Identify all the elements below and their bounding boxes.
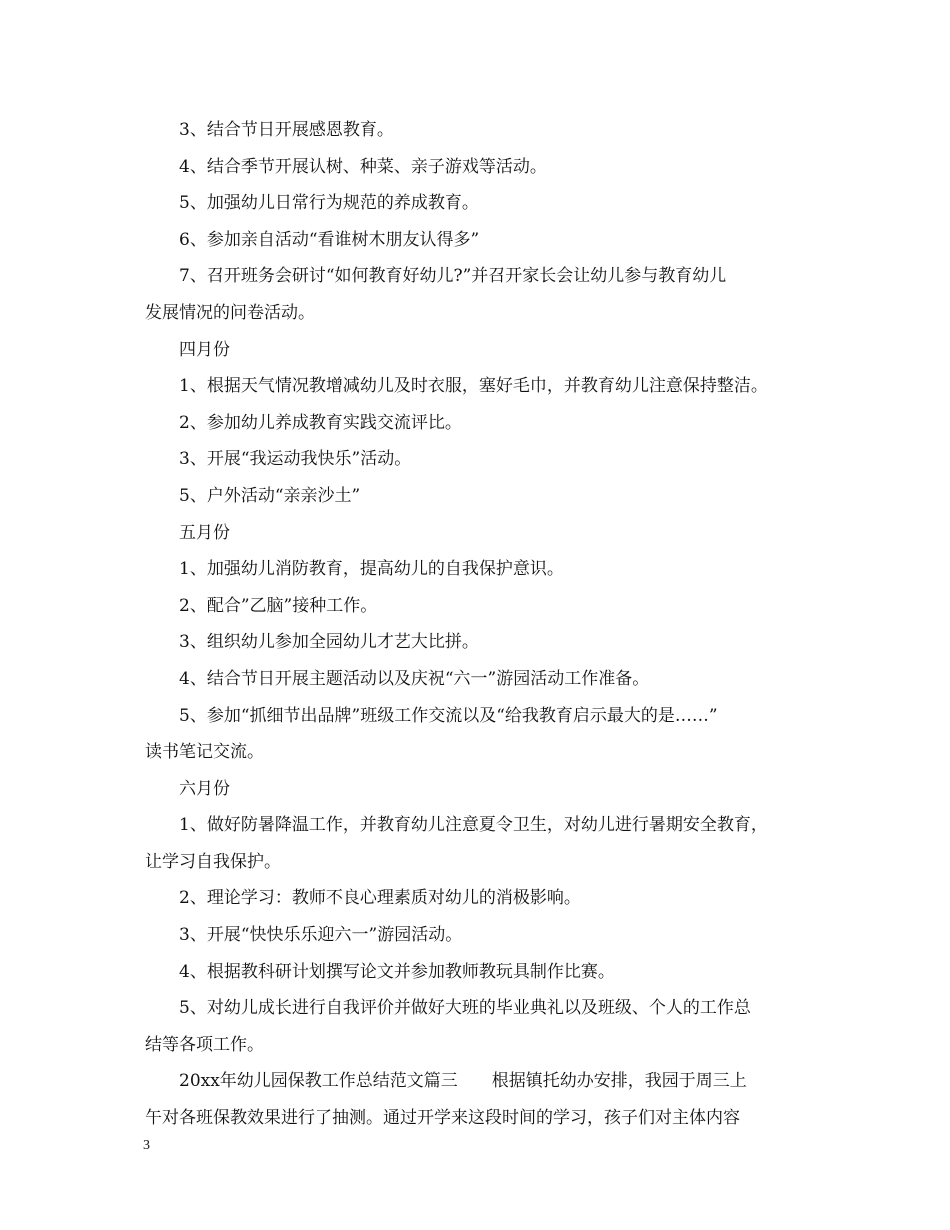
paragraph-line-continued: 发展情况的问卷活动。 (145, 302, 315, 323)
paragraph-line: 3、开展“快快乐乐迎六一”游园活动。 (179, 925, 463, 946)
paragraph-line: 3、结合节日开展感恩教育。 (179, 120, 394, 140)
section-heading-april: 四月份 (179, 339, 230, 360)
paragraph-line: 1、做好防暑降温工作，并教育幼儿注意夏令卫生，对幼儿进行暑期安全教育， (179, 815, 768, 836)
paragraph-line: 5、户外活动“亲亲沙土” (179, 485, 361, 506)
section-heading-june: 六月份 (179, 778, 230, 799)
paragraph-line: 2、理论学习：教师不良心理素质对幼儿的消极影响。 (179, 888, 581, 909)
section-heading-may: 五月份 (179, 522, 230, 543)
paragraph-line-continued: 结等各项工作。 (145, 1034, 264, 1055)
page-number: 3 (143, 1138, 150, 1153)
paragraph-line: 5、参加“抓细节出品牌”班级工作交流以及“给我教育启示最大的是……” (179, 705, 718, 726)
paragraph-line: 7、召开班务会研讨“如何教育好幼儿?”并召开家长会让幼儿参与教育幼儿 (179, 266, 727, 287)
paragraph-line: 4、结合季节开展认树、种菜、亲子游戏等活动。 (179, 156, 547, 177)
document-body (145, 112, 815, 1137)
paragraph-line: 3、组织幼儿参加全园幼儿才艺大比拼。 (179, 632, 479, 653)
paragraph-line: 4、根据教科研计划撰写论文并参加教师教玩具制作比赛。 (179, 961, 615, 982)
paragraph-line: 2、参加幼儿养成教育实践交流评比。 (179, 412, 462, 433)
paragraph-line: 1、加强幼儿消防教育，提高幼儿的自我保护意识。 (179, 559, 564, 580)
paragraph-line: 2、配合”乙脑”接种工作。 (179, 595, 378, 616)
paragraph-line: 4、结合节日开展主题活动以及庆祝“六一”游园活动工作准备。 (179, 668, 650, 689)
paragraph-line: 20xx年幼儿园保教工作总结范文篇三 根据镇托幼办安排，我园于周三上 (179, 1071, 747, 1092)
paragraph-line: 6、参加亲自活动“看谁树木朋友认得多” (179, 229, 480, 250)
paragraph-line-continued: 午对各班保教效果进行了抽测。通过开学来这段时间的学习，孩子们对主体内容 (145, 1108, 740, 1129)
paragraph-line: 3、开展“我运动我快乐”活动。 (179, 449, 412, 470)
paragraph-line: 5、对幼儿成长进行自我评价并做好大班的毕业典礼以及班级、个人的工作总 (179, 998, 751, 1019)
paragraph-line-continued: 读书笔记交流。 (145, 742, 264, 763)
paragraph-line: 1、根据天气情况教增减幼儿及时衣服，塞好毛巾，并教育幼儿注意保持整洁。 (179, 376, 768, 397)
paragraph-line: 5、加强幼儿日常行为规范的养成教育。 (179, 193, 479, 214)
paragraph-line-continued: 让学习自我保护。 (145, 851, 281, 872)
